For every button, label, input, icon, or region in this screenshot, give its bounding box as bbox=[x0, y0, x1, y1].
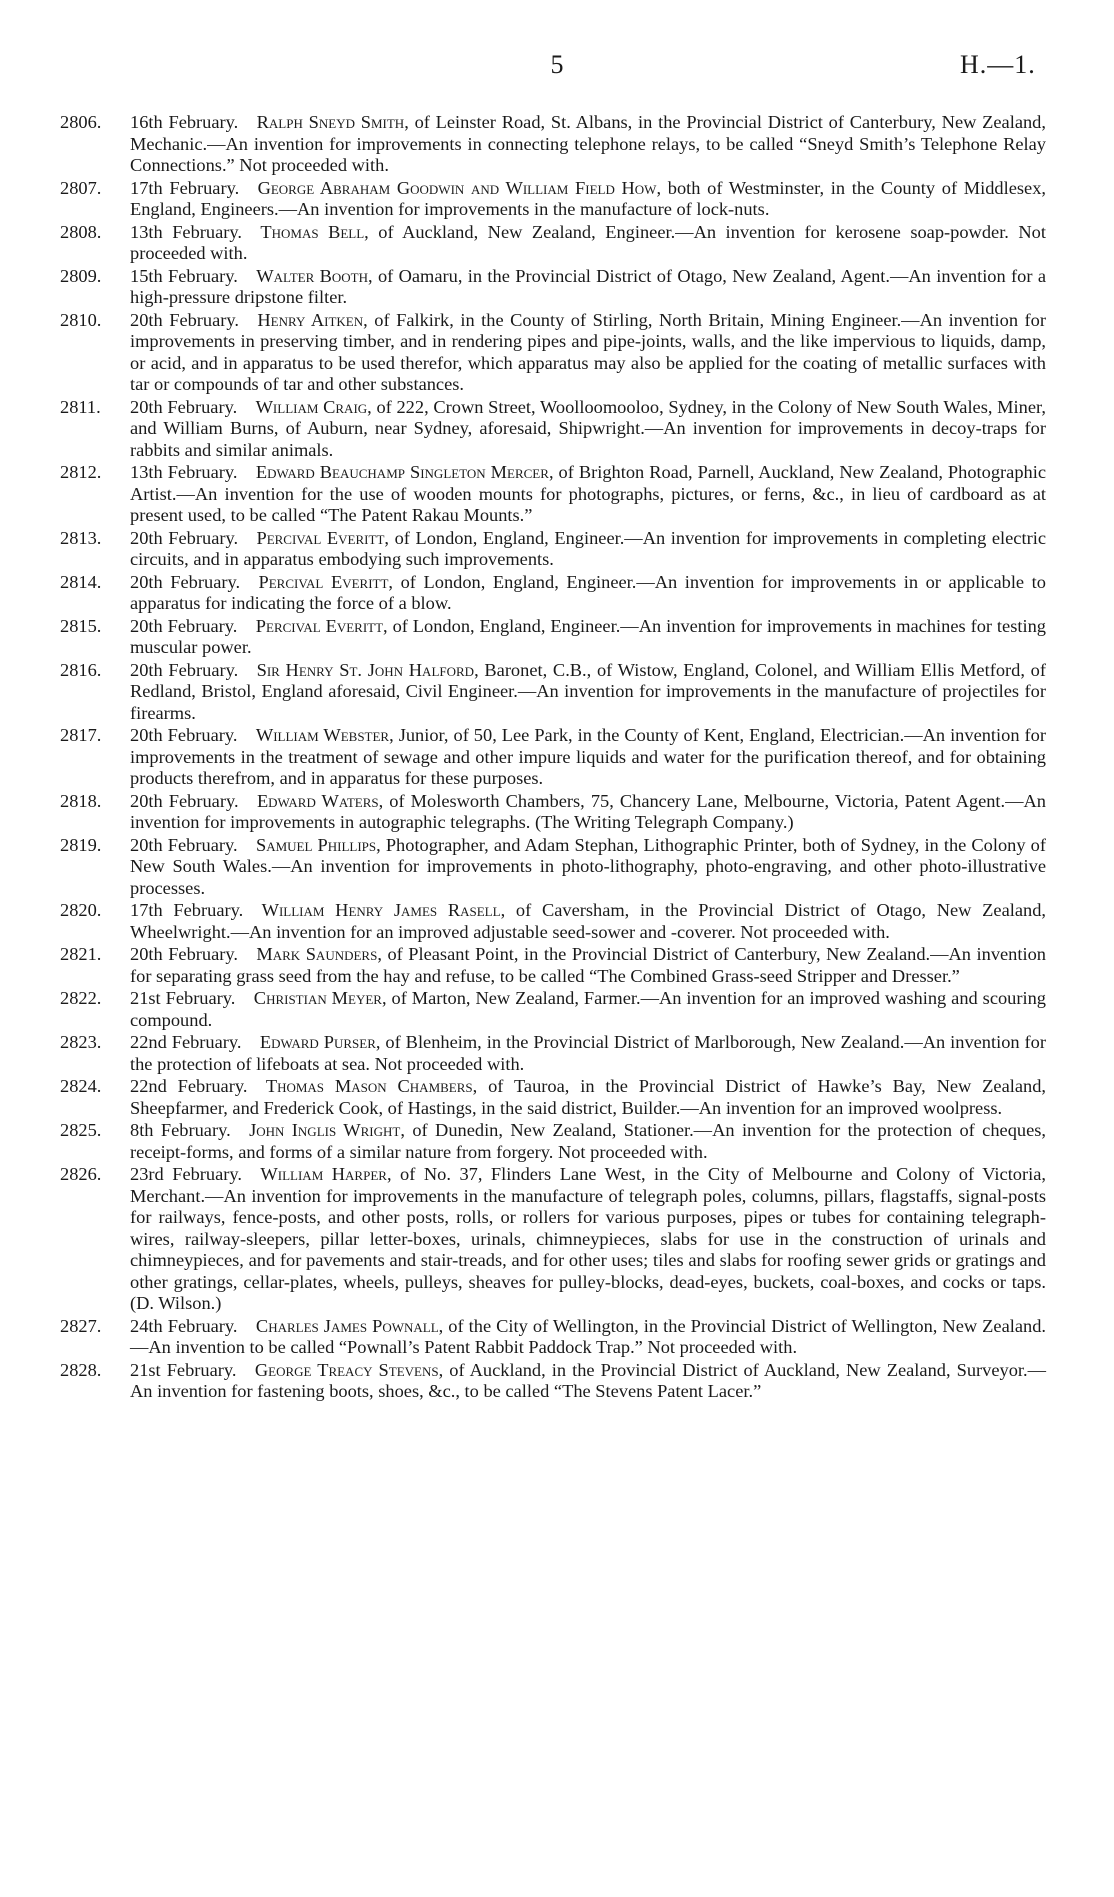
entry-date: 21st February. bbox=[130, 1359, 237, 1380]
entry-date: 8th February. bbox=[130, 1120, 231, 1140]
patent-entry bbox=[60, 725, 1046, 790]
applicant-name: Edward Waters bbox=[256, 790, 379, 811]
applicant-name: Charles James Pownall bbox=[255, 1315, 439, 1336]
entry-description: , of Pleasant Point, in the Provincial District of Canterbury, New Zealand.—An invention for separating grass seed from the hay and refuse, to be called “The Combined Grass-seed Stripper and Dresser.” bbox=[130, 944, 1046, 986]
entry-description: , of Blenheim, in the Provincial District of Marlborough, New Zealand.—An invention for the protection of lifeboats at sea. Not proceeded with. bbox=[130, 1032, 1046, 1074]
entry-number: 2825. bbox=[60, 1120, 102, 1140]
entry-date: 20th February. bbox=[130, 834, 238, 855]
applicant-name: Percival Everitt bbox=[255, 615, 384, 636]
patent-entry bbox=[60, 1164, 1046, 1315]
entry-number: 2820. bbox=[60, 900, 102, 920]
entry-description: , Junior, of 50, Lee Park, in the County of Kent, England, Electrician.—An invention for improvements in the treatment of sewage and other impure liquids and water for the purification thereof, and for obtaining products therefrom, and in apparatus for these purposes. bbox=[130, 725, 1046, 788]
applicant-name: Thomas Mason Chambers bbox=[265, 1076, 473, 1096]
applicant-name: William Craig bbox=[255, 396, 368, 417]
entry-date: 20th February. bbox=[130, 659, 239, 680]
patent-entry bbox=[60, 616, 1046, 659]
patent-entry bbox=[60, 1316, 1046, 1359]
patent-entry bbox=[60, 791, 1046, 834]
entry-description: , Baronet, C.B., of Wistow, England, Colonel, and William Ellis Metford, of Redland, Bristol, England aforesaid, Civil Engineer.—An invention for improvements in the manufacture of projectiles for firearms. bbox=[130, 659, 1046, 723]
patent-entry bbox=[60, 835, 1046, 900]
applicant-name: Henry Aitken bbox=[257, 309, 364, 330]
applicant-name: William Webster bbox=[255, 725, 390, 745]
patent-entry bbox=[60, 660, 1046, 725]
entry-number: 2818. bbox=[60, 790, 102, 811]
entry-date: 24th February. bbox=[130, 1315, 238, 1336]
entry-description: , of Falkirk, in the County of Stirling, North Britain, Mining Engineer.—An invention for improvements in preserving timber, and in rendering pipes and pipe-joints, walls, and the like impervious to liquids, damp, or acid, and in apparatus to be used therefor, which apparatus may also be applied for the coating of metallic surfaces with tar or compounds of tar and other substances. bbox=[130, 309, 1046, 394]
patent-entry bbox=[60, 462, 1046, 527]
patent-entry bbox=[60, 1076, 1046, 1119]
entry-description: , of 222, Crown Street, Woolloomooloo, Sydney, in the Colony of New South Wales, Miner, and William Burns, of Auburn, near Sydney, aforesaid, Shipwright.—An invention for improvements in decoy-traps for rabbits and similar animals. bbox=[130, 396, 1046, 460]
entry-number: 2814. bbox=[60, 571, 102, 592]
entry-number: 2827. bbox=[60, 1315, 102, 1336]
applicant-name: Edward Purser bbox=[259, 1032, 376, 1052]
patent-entry bbox=[60, 988, 1046, 1031]
entry-date: 20th February. bbox=[130, 309, 240, 330]
entry-number: 2815. bbox=[60, 615, 102, 636]
entry-date: 21st February. bbox=[130, 988, 236, 1008]
applicant-name: Sir Henry St. John Halford bbox=[256, 659, 475, 680]
entry-description: , of Leinster Road, St. Albans, in the Provincial District of Canterbury, New Zealand, Mechanic.—An invention for improvements in connecting telephone relays, to be called “Sneyd Smith’s Telephone Relay Connections.” Not proceeded with. bbox=[130, 112, 1046, 175]
patent-entry bbox=[60, 1120, 1046, 1163]
entry-number: 2822. bbox=[60, 988, 102, 1008]
patent-entry bbox=[60, 178, 1046, 221]
entry-description: , of Brighton Road, Parnell, Auckland, New Zealand, Photographic Artist.—An invention for the use of wooden mounts for photographs, pictures, or ferns, &c., in lieu of cardboard as at present used, to be called “The Patent Rakau Mounts.” bbox=[130, 462, 1047, 525]
applicant-name: Thomas Bell bbox=[260, 221, 365, 242]
entry-date: 20th February. bbox=[130, 790, 239, 811]
entry-description: , of Molesworth Chambers, 75, Chancery Lane, Melbourne, Victoria, Patent Agent.—An invention for improvements in autographic telegraphs. (The Writing Telegraph Company.) bbox=[130, 790, 1046, 832]
entry-date: 22nd February. bbox=[130, 1076, 248, 1096]
entry-description: , of the City of Wellington, in the Provincial District of Wellington, New Zealand.—An invention to be called “Pownall’s Patent Rabbit Paddock Trap.” Not proceeded with. bbox=[130, 1315, 1047, 1357]
patent-entry-list bbox=[60, 112, 1046, 1404]
entry-number: 2807. bbox=[60, 177, 102, 198]
applicant-name: Walter Booth bbox=[256, 265, 368, 286]
entry-description: , of London, England, Engineer.—An invention for improvements in completing electric circuits, and in apparatus embodying such improvements. bbox=[130, 527, 1046, 569]
entry-date: 13th February. bbox=[130, 462, 238, 482]
patent-entry bbox=[60, 900, 1046, 943]
entry-number: 2821. bbox=[60, 944, 102, 964]
entry-description: , both of Westminster, in the County of Middlesex, England, Engineers.—An invention for improvements in the manufacture of lock-nuts. bbox=[130, 177, 1047, 219]
patent-entry bbox=[60, 944, 1046, 987]
entry-number: 2824. bbox=[60, 1076, 102, 1096]
applicant-name: Percival Everitt bbox=[258, 571, 389, 592]
entry-number: 2809. bbox=[60, 265, 102, 286]
entry-number: 2810. bbox=[60, 309, 102, 330]
applicant-name: Ralph Sneyd Smith bbox=[256, 112, 405, 132]
entry-number: 2828. bbox=[60, 1359, 102, 1380]
patent-entry bbox=[60, 1032, 1046, 1075]
entry-description: , Photographer, and Adam Stephan, Lithographic Printer, both of Sydney, in the Colony of New South Wales.—An invention for improvements in photo-lithography, photo-engraving, and other photo-illustrative processes. bbox=[130, 834, 1046, 898]
entry-number: 2817. bbox=[60, 725, 102, 745]
entry-description: , of Auckland, New Zealand, Engineer.—An invention for kerosene soap-powder. Not proceeded with. bbox=[130, 221, 1046, 263]
entry-number: 2826. bbox=[60, 1164, 102, 1184]
entry-description: , of Caversham, in the Provincial District of Otago, New Zealand, Wheelwright.—An invention for an improved adjustable seed-sower and -coverer. Not proceeded with. bbox=[130, 900, 1047, 942]
entry-description: , of Tauroa, in the Provincial District of Hawke’s Bay, New Zealand, Sheepfarmer, and Frederick Cook, of Hastings, in the said district, Builder.—An invention for an improved woolpress. bbox=[130, 1076, 1046, 1118]
patent-entry bbox=[60, 310, 1046, 396]
entry-description: , of No. 37, Flinders Lane West, in the City of Melbourne and Colony of Victoria, Merchant.—An invention for improvements in the manufacture of telegraph poles, columns, pillars, flagstaffs, signal-posts for railways, fence-posts, and other posts, rolls, or rollers for various purposes, pipes or tubes for containing telegraph-wires, railway-sleepers, pillar letter-boxes, urinals, chimneypieces, slabs for use in the construction of urinals and chimneypieces, and for pavements and stair-treads, and for other uses; tiles and slabs for roofing sewer grids or gratings and other gratings, cellar-plates, wheels, pulleys, sheaves for pulley-blocks, dead-eyes, buckets, coal-boxes, and cocks or taps. (D. Wilson.) bbox=[130, 1164, 1046, 1313]
patent-entry bbox=[60, 1360, 1046, 1403]
applicant-name: William Harper bbox=[260, 1164, 387, 1184]
entry-date: 13th February. bbox=[130, 221, 242, 242]
entry-description: , of Auckland, in the Provincial District of Auckland, New Zealand, Surveyor.—An invention for fastening boots, shoes, &c., to be called “The Stevens Patent Lacer.” bbox=[130, 1359, 1047, 1401]
entry-number: 2819. bbox=[60, 834, 102, 855]
entry-number: 2812. bbox=[60, 462, 102, 482]
entry-number: 2808. bbox=[60, 221, 102, 242]
entry-number: 2816. bbox=[60, 659, 102, 680]
entry-date: 20th February. bbox=[130, 725, 238, 745]
patent-entry bbox=[60, 397, 1046, 462]
entry-description: , of London, England, Engineer.—An invention for improvements in machines for testing muscular power. bbox=[130, 615, 1046, 657]
entry-date: 16th February. bbox=[130, 112, 239, 132]
page-number: 5 bbox=[550, 50, 564, 79]
applicant-name: Edward Beauchamp Singleton Mercer bbox=[255, 462, 549, 482]
entry-date: 17th February. bbox=[130, 900, 244, 920]
applicant-name: Samuel Phillips bbox=[255, 834, 377, 855]
entry-number: 2806. bbox=[60, 112, 102, 132]
applicant-name: John Inglis Wright bbox=[249, 1120, 401, 1140]
patent-entry bbox=[60, 112, 1046, 177]
patent-entry bbox=[60, 222, 1046, 265]
entry-number: 2811. bbox=[60, 396, 101, 417]
patent-entry bbox=[60, 528, 1046, 571]
patent-entry bbox=[60, 266, 1046, 309]
entry-description: , of London, England, Engineer.—An invention for improvements in or applicable to apparatus for indicating the force of a blow. bbox=[130, 571, 1046, 613]
applicant-name: William Henry James Rasell bbox=[261, 900, 501, 920]
entry-date: 20th February. bbox=[130, 615, 238, 636]
entry-date: 15th February. bbox=[130, 265, 238, 286]
entry-date: 23rd February. bbox=[130, 1164, 243, 1184]
patent-entry bbox=[60, 572, 1046, 615]
entry-date: 22nd February. bbox=[130, 1032, 242, 1052]
entry-date: 20th February. bbox=[130, 571, 241, 592]
entry-date: 20th February. bbox=[130, 396, 238, 417]
applicant-name: Christian Meyer bbox=[253, 988, 382, 1008]
applicant-name: Percival Everitt bbox=[256, 527, 385, 548]
applicant-name: Mark Saunders bbox=[256, 944, 378, 964]
entry-description: , of Marton, New Zealand, Farmer.—An invention for an improved washing and scouring compound. bbox=[130, 988, 1046, 1030]
entry-number: 2813. bbox=[60, 527, 102, 548]
applicant-name: George Abraham Goodwin and William Field How bbox=[257, 177, 657, 198]
entry-date: 17th February. bbox=[130, 177, 240, 198]
series-reference: H.—1. bbox=[960, 50, 1036, 79]
entry-description: , of Dunedin, New Zealand, Stationer.—An invention for the protection of cheques, receipt-forms, and forms of a similar nature from forgery. Not proceeded with. bbox=[130, 1120, 1046, 1162]
entry-number: 2823. bbox=[60, 1032, 102, 1052]
applicant-name: George Treacy Stevens bbox=[254, 1359, 439, 1380]
entry-date: 20th February. bbox=[130, 527, 239, 548]
entry-date: 20th February. bbox=[130, 944, 238, 964]
entry-description: , of Oamaru, in the Provincial District of Otago, New Zealand, Agent.—An invention for a high-pressure dripstone filter. bbox=[130, 265, 1046, 307]
